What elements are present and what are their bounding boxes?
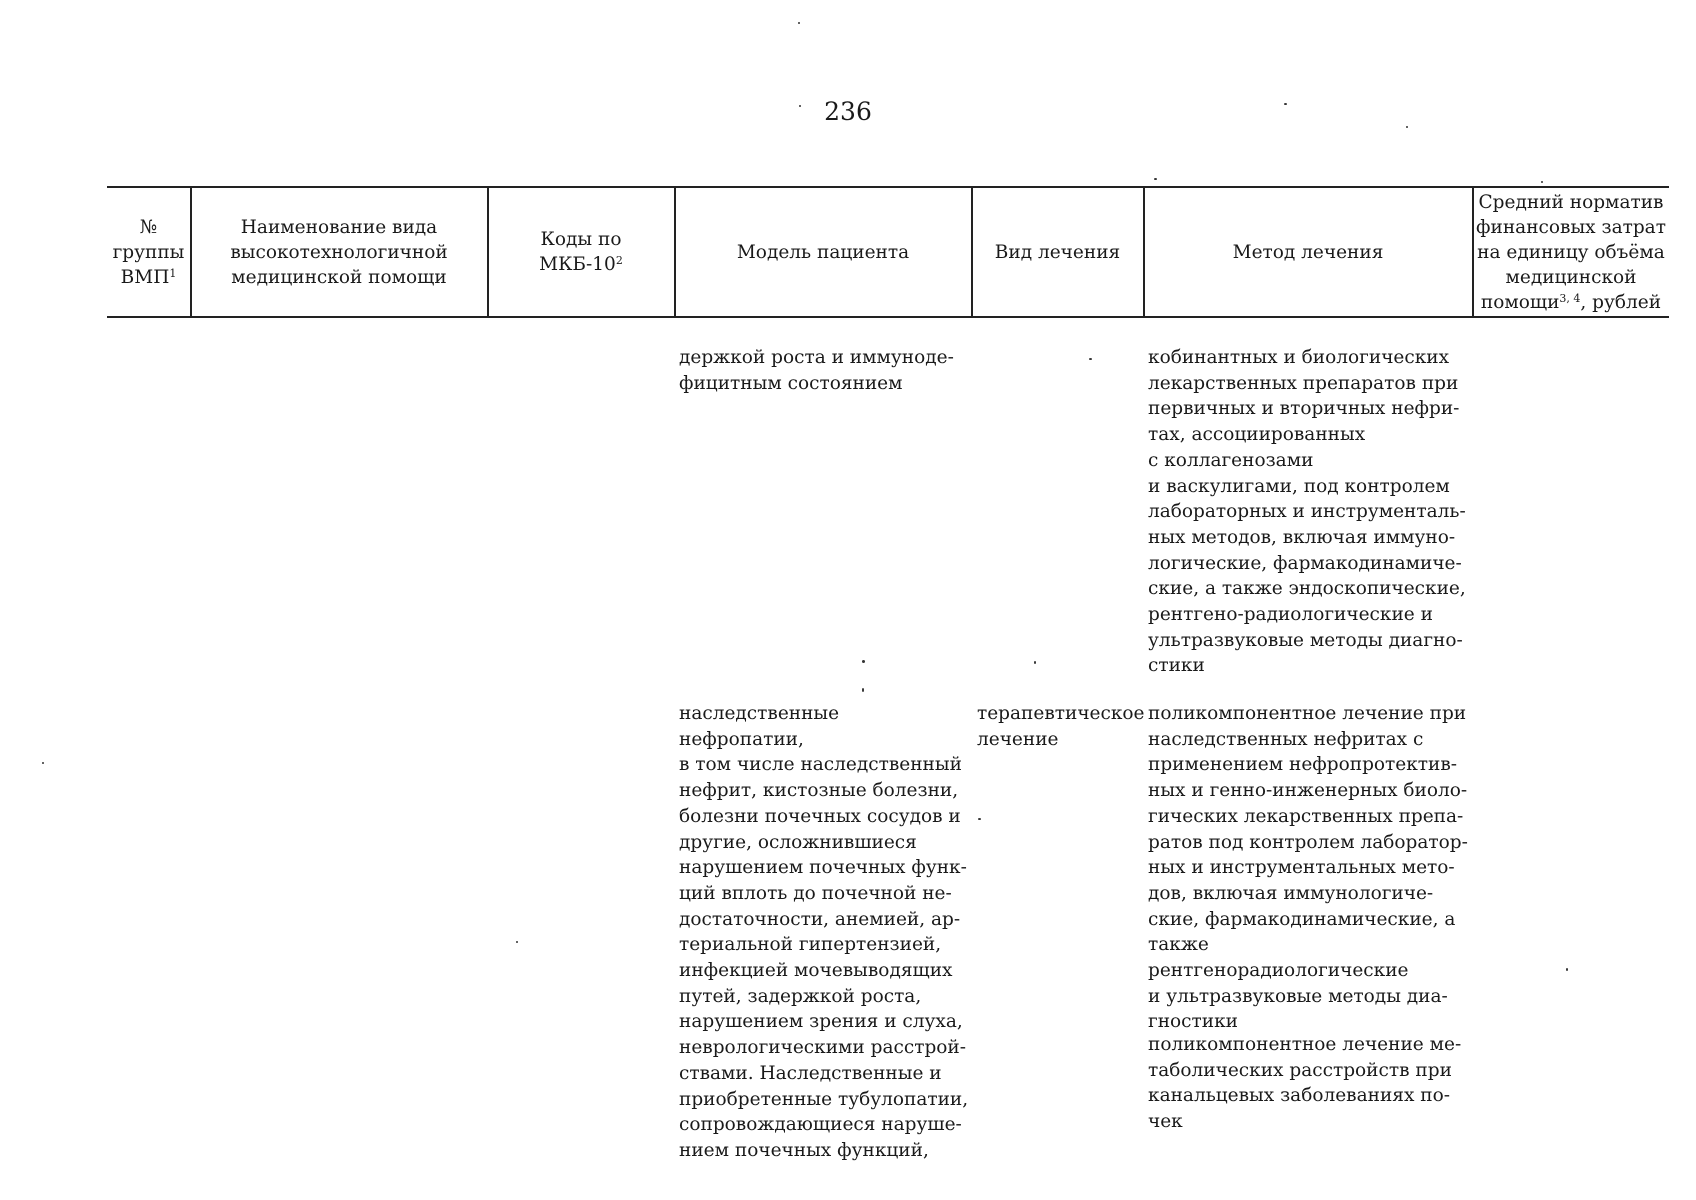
header-icd-codes: Коды по МКБ-$10^2$ — [539, 229, 623, 275]
scan-speck — [799, 105, 801, 107]
scan-speck — [42, 762, 44, 764]
header-bottom-border — [107, 316, 1669, 318]
header-patient-model: Модель пациента — [736, 241, 910, 263]
scan-speck — [862, 688, 864, 692]
page-number: 236 — [824, 97, 872, 126]
scan-speck — [1566, 968, 1568, 971]
scan-speck — [798, 22, 800, 24]
scan-speck — [1034, 661, 1036, 664]
header-vmp-name: Наименование вида высокотехнологичной медицинской помощи — [230, 216, 448, 288]
row2-treatment-type: терапевтическое лечение — [977, 703, 1145, 750]
header-treatment-type: Вид лечения — [994, 241, 1121, 263]
scan-speck — [1284, 103, 1287, 105]
scan-speck — [1089, 358, 1092, 360]
row1-treatment-method: кобинантных и биологических лекарственных препаратов при первичных и вторичных нефри- тах, ассоциированных с коллагенозами и васкулигами, под контролем лабораторных и инструменталь- ных методов, включая иммуно- логические, фармакодинамиче- ские, а также эндоскопические, рентгено-радиологические и ультразвуковые методы диагно- стики — [1148, 347, 1466, 677]
scan-speck — [862, 660, 865, 663]
scan-speck — [978, 818, 981, 820]
row2-patient-model: наследственные нефропатии, в том числе наследственный нефрит, кистозные болезни, болезни почечных сосудов и другие, осложнившиеся нарушением почечных функ- ций вплоть до почечной не- достаточности, анемией, ар- териальной гипертензией, инфекцией мочевыводящих путей, задержкой роста, нарушением зрения и слуха, неврологическими расстрой- ствами. Наследственные и приобретенные тубулопатии, сопровождающиеся наруше- нием почечных функций, — [679, 703, 969, 1161]
row1-patient-model: держкой роста и иммуноде- фицитным состоянием — [679, 347, 954, 394]
scan-speck — [1406, 126, 1408, 128]
scan-speck — [1154, 178, 1157, 180]
header-treatment-method: Метод лечения — [1232, 241, 1384, 263]
scan-speck — [516, 941, 518, 943]
row2-treatment-method: поликомпонентное лечение при наследственных нефритах с применением нефропротектив- ных и генно-инженерных биоло- гических лекарственных препа- ратов под контролем лаборатор- ных и инструментальных мето- дов, включая иммунологиче- ские, фармакодинамические, а также рентгенорадиологические и ультразвуковые методы диа- гностики — [1148, 703, 1468, 1033]
scan-speck — [1541, 181, 1543, 183]
row2-treatment-method-2: поликомпонентное лечение ме- таболических расстройств при канальцевых заболеваниях по- чек — [1148, 1034, 1462, 1133]
header-average-cost: Средний норматив финансовых затрат на единицу объёма медицинской помощи$^{3, 4}$, рублей — [1476, 191, 1666, 313]
header-group-number: № группы ВМП$^1$ — [112, 216, 185, 288]
